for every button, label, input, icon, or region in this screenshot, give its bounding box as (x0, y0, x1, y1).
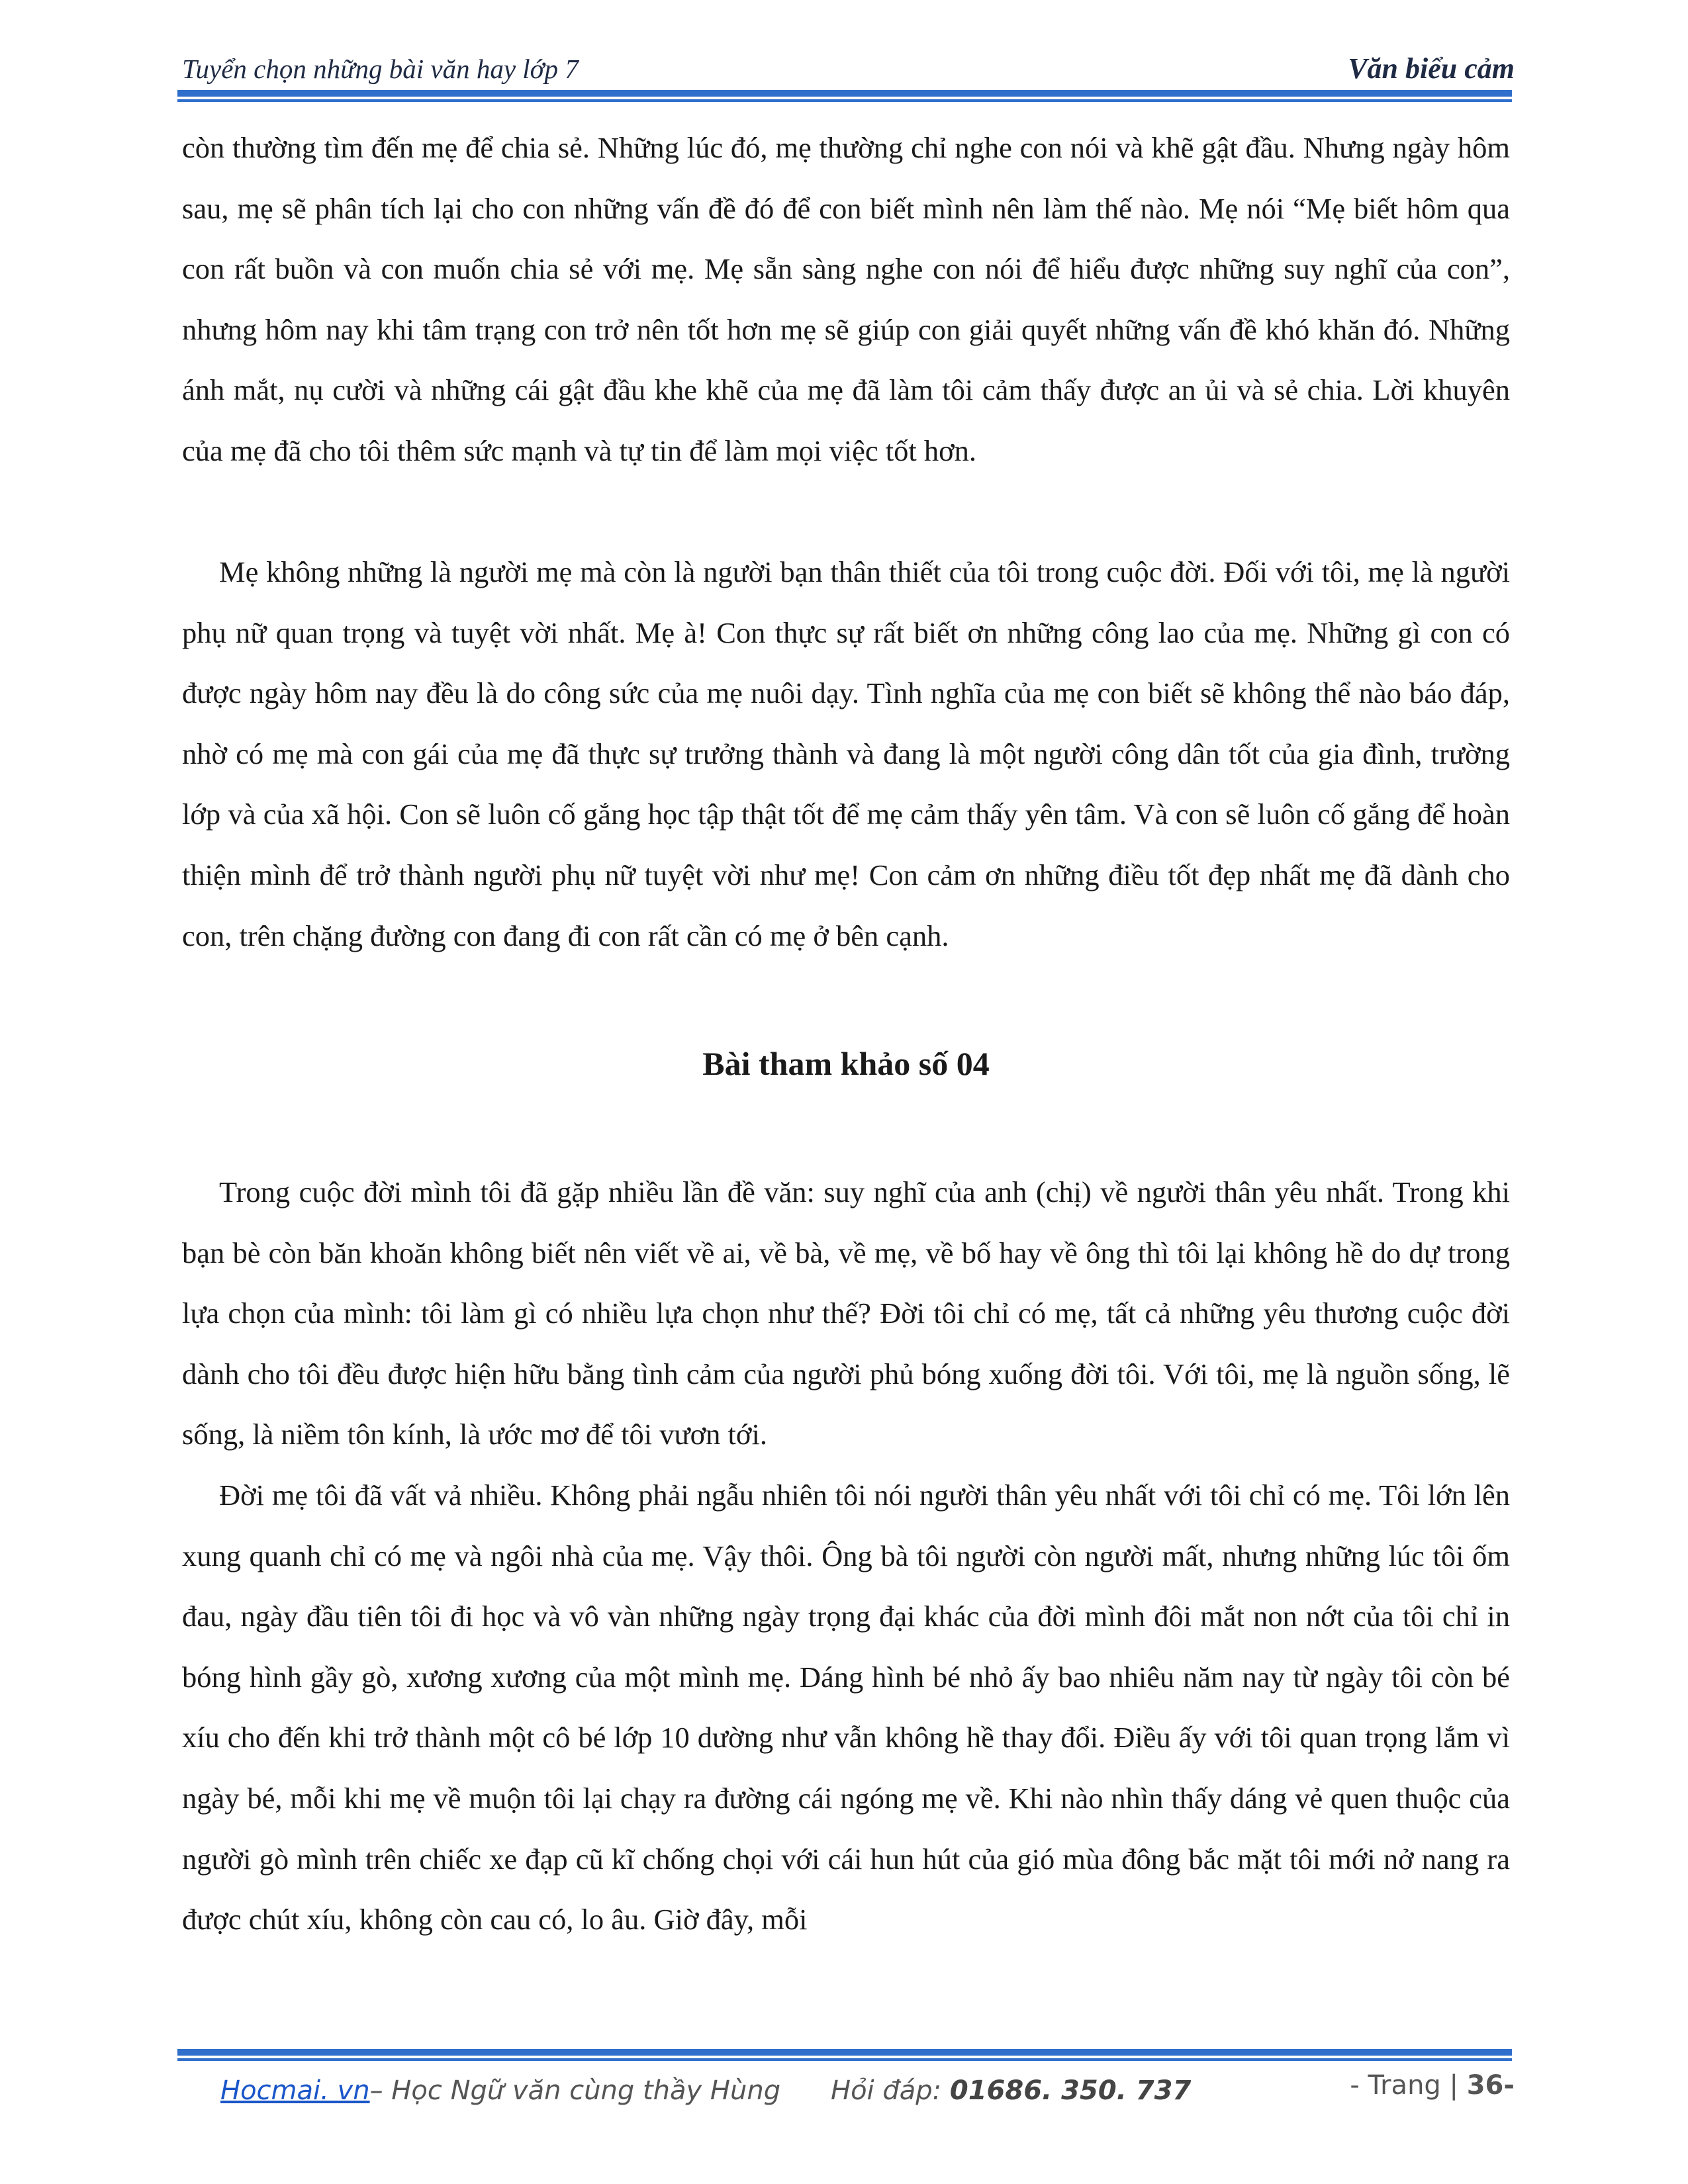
header-section-title: Văn biểu cảm (1348, 52, 1515, 85)
header-divider-thick (177, 90, 1512, 97)
footer-page-number: 36 (1466, 2070, 1504, 2101)
footer-phone-number: 01686. 350. 737 (949, 2075, 1192, 2106)
footer-divider-thick (177, 2049, 1512, 2056)
body-paragraph-1: còn thường tìm đến mẹ để chia sẻ. Những lúc đó, mẹ thường chỉ nghe con nói và khẽ gật đầu. Nhưng ngày hôm sau, mẹ sẽ phân tích lại cho con những vấn đề đó để con biết mình nên làm thế nào. Mẹ nói “Mẹ biết hôm qua con rất buồn và con muốn chia sẻ với mẹ. Mẹ sẵn sàng nghe con nói để hiểu được những suy nghĩ của con”, nhưng hôm nay khi tâm trạng con trở nên tốt hơn mẹ sẽ giúp con giải quyết những vấn đề khó khăn đó. Những ánh mắt, nụ cười và những cái gật đầu khe khẽ của mẹ đã làm tôi cảm thấy được an ủi và sẻ chia. Lời khuyên của mẹ đã cho tôi thêm sức mạnh và tự tin để làm mọi việc tốt hơn. (182, 131, 1510, 467)
header-book-title: Tuyển chọn những bài văn hay lớp 7 (182, 54, 579, 84)
body-paragraph-3: Trong cuộc đời mình tôi đã gặp nhiều lần đề văn: suy nghĩ của anh (chị) về người thân yêu nhất. Trong khi bạn bè còn băn khoăn không biết nên viết về ai, về bà, về mẹ, về bố hay về ông thì tôi lại không hề do dự trong lựa chọn của mình: tôi làm gì có nhiều lựa chọn như thế? Đời tôi chỉ có mẹ, tất cả những yêu thương cuộc đời dành cho tôi đều được hiện hữu bằng tình cảm của người phủ bóng xuống đời tôi. Với tôi, mẹ là nguồn sống, lẽ sống, là niềm tôn kính, là ước mơ để tôi vươn tới. (182, 1175, 1510, 1451)
body-paragraph-4: Đời mẹ tôi đã vất vả nhiều. Không phải ngẫu nhiên tôi nói người thân yêu nhất với tôi chỉ có mẹ. Tôi lớn lên xung quanh chỉ có mẹ và ngôi nhà của mẹ. Vậy thôi. Ông bà tôi người còn người mất, nhưng những lúc tôi ốm đau, ngày đầu tiên tôi đi học và vô vàn những ngày trọng đại khác của đời mình đôi mắt non nớt của tôi chỉ in bóng hình gầy gò, xương xương của một mình mẹ. Dáng hình bé nhỏ ấy bao nhiêu năm nay từ ngày tôi còn bé xíu cho đến khi trở thành một cô bé lớp 10 dường như vẫn không hề thay đổi. Điều ấy với tôi quan trọng lắm vì ngày bé, mỗi khi mẹ về muộn tôi lại chạy ra đường cái ngóng mẹ về. Khi nào nhìn thấy dáng vẻ quen thuộc của người gò mình trên chiếc xe đạp cũ kĩ chống chọi với cái hun hút của gió mùa đông bắc mặt tôi mới nở nang ra được chút xíu, không còn cau có, lo âu. Giờ đây, mỗi (182, 1479, 1510, 1936)
footer-tagline: – Học Ngữ văn cùng thầy Hùng (369, 2075, 781, 2106)
section-heading: Bài tham khảo số 04 (702, 1045, 990, 1082)
footer-page-suffix: - (1503, 2070, 1515, 2101)
footer-site-link[interactable]: Hocmai. vn (220, 2075, 370, 2106)
footer-page-label: - Trang | (1350, 2070, 1467, 2101)
footer-contact (831, 2075, 1191, 2106)
footer-contact-label: Hỏi đáp: (831, 2075, 950, 2106)
footer-credit (220, 2075, 780, 2106)
footer-divider-thin (177, 2058, 1512, 2061)
footer-page-indicator (1350, 2070, 1515, 2101)
header-divider-thin (177, 99, 1512, 102)
body-paragraph-2: Mẹ không những là người mẹ mà còn là người bạn thân thiết của tôi trong cuộc đời. Đối với tôi, mẹ là người phụ nữ quan trọng và tuyệt vời nhất. Mẹ à! Con thực sự rất biết ơn những công lao của mẹ. Những gì con có được ngày hôm nay đều là do công sức của mẹ nuôi dạy. Tình nghĩa của mẹ con biết sẽ không thể nào báo đáp, nhờ có mẹ mà con gái của mẹ đã thực sự trưởng thành và đang là một người công dân tốt của gia đình, trường lớp và của xã hội. Con sẽ luôn cố gắng học tập thật tốt để mẹ cảm thấy yên tâm. Và con sẽ luôn cố gắng để hoàn thiện mình để trở thành người phụ nữ tuyệt vời như mẹ! Con cảm ơn những điều tốt đẹp nhất mẹ đã dành cho con, trên chặng đường con đang đi con rất cần có mẹ ở bên cạnh. (182, 555, 1510, 952)
